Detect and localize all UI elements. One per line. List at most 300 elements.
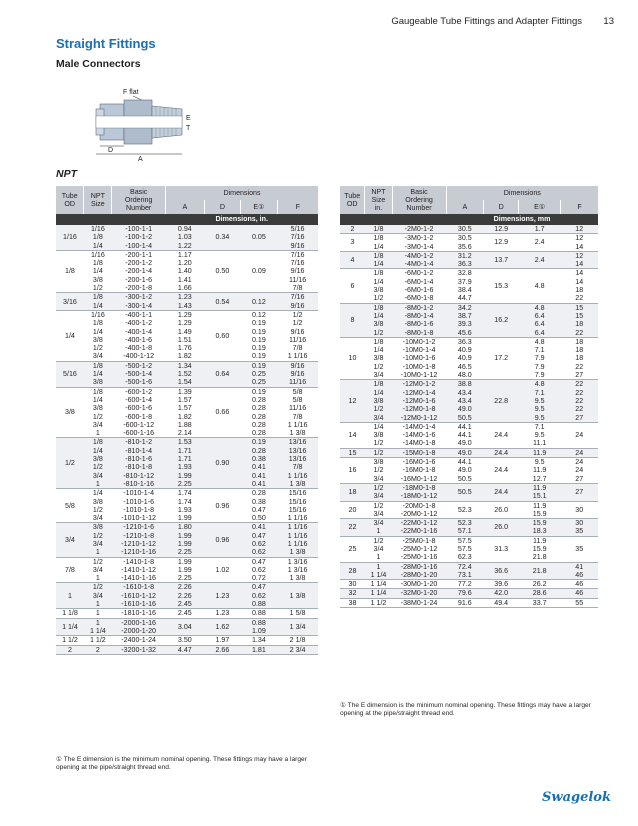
- cell-line: -400-1-2: [125, 319, 153, 328]
- cell-line: 13.7: [494, 256, 509, 265]
- cell-line: -600-1-4: [125, 395, 153, 404]
- cell-num: [112, 310, 166, 361]
- cell-line: 24: [575, 466, 584, 475]
- cell-a: [166, 609, 205, 618]
- cell-line: -300-1-2: [125, 293, 153, 302]
- cell-d: [204, 523, 241, 557]
- cell-line: 1/2: [373, 362, 384, 371]
- cell-e: [519, 536, 561, 562]
- cell-a: [446, 483, 483, 501]
- cell-d: [484, 380, 519, 422]
- cell-npt: [365, 580, 392, 589]
- cell-e: [241, 438, 278, 489]
- cell-line: 52.3: [457, 519, 472, 528]
- cell-line: 0.19: [251, 327, 266, 336]
- cell-line: 1/16: [90, 225, 105, 233]
- cell-num: [392, 448, 446, 457]
- cell-num: [392, 598, 446, 607]
- cell-line: 1 1/16: [287, 514, 308, 523]
- cell-line: -600-1-6: [125, 404, 153, 413]
- cell-a: [446, 269, 483, 303]
- cell-line: -200-1-6: [125, 275, 153, 284]
- cell-line: 41: [575, 562, 584, 571]
- cell-line: 27: [575, 413, 584, 422]
- cell-e: [241, 636, 278, 645]
- footnote-inch: ① The E dimension is the minimum nominal opening. These fittings may have a larger opening at the pipe/straight thread end.: [56, 756, 307, 772]
- cell-line: 48.0: [457, 371, 472, 380]
- cell-line: 1/8: [373, 251, 384, 260]
- cell-npt: [365, 519, 392, 537]
- cell-tube: 1/4: [56, 310, 84, 361]
- cell-line: 40.9: [457, 354, 472, 363]
- cell-line: 11.1: [533, 439, 547, 448]
- cell-line: -400-1-12: [123, 352, 155, 361]
- cell-line: 1.34: [177, 361, 192, 370]
- table-row: [340, 458, 598, 484]
- cell-line: 45.6: [457, 328, 472, 337]
- cell-line: 7/8: [292, 463, 303, 472]
- table-row: [340, 422, 598, 448]
- cell-line: 1/8: [92, 361, 103, 370]
- cell-line: 1/8: [92, 259, 103, 268]
- cell-a: [166, 618, 205, 636]
- cell-line: 27: [575, 371, 584, 380]
- cell-line: 0.90: [215, 459, 230, 468]
- cell-line: 1.34: [251, 636, 266, 645]
- cell-line: -1010-1-12: [121, 514, 157, 523]
- table-row: [340, 251, 598, 269]
- table-row: [340, 380, 598, 422]
- cell-line: 46: [575, 589, 584, 598]
- table-row: [340, 589, 598, 598]
- table-row: [56, 387, 318, 438]
- cell-d: [204, 618, 241, 636]
- cell-line: 22: [575, 396, 584, 405]
- cell-e: [241, 361, 278, 387]
- cell-line: 1/4: [92, 267, 103, 276]
- cell-npt: [84, 438, 112, 489]
- cell-num: [392, 422, 446, 448]
- cell-line: 2.25: [177, 548, 192, 557]
- cell-line: 0.19: [251, 438, 266, 447]
- cell-line: -600-1-16: [123, 429, 155, 438]
- cell-line: 1/4: [92, 301, 103, 310]
- cell-npt: [84, 225, 112, 250]
- cell-a: [446, 589, 483, 598]
- cell-line: 2 1/8: [289, 636, 306, 645]
- cell-line: 15/16: [288, 497, 307, 506]
- cell-num: [392, 269, 446, 303]
- table-row: [56, 609, 318, 618]
- cell-a: [166, 438, 205, 489]
- cell-d: [204, 225, 241, 250]
- cell-tube: 14: [340, 422, 365, 448]
- cell-d: [204, 609, 241, 618]
- cell-line: 1/2: [92, 284, 103, 293]
- cell-line: 6.4: [534, 328, 545, 337]
- cell-line: 38.7: [457, 311, 472, 320]
- cell-line: 6.4: [534, 320, 545, 329]
- cell-line: 0.19: [251, 335, 266, 344]
- cell-line: 1/8: [373, 269, 384, 278]
- cell-line: 44.1: [457, 422, 472, 431]
- cell-a: [446, 519, 483, 537]
- cell-line: 36.6: [494, 566, 509, 575]
- cell-line: 49.0: [457, 439, 472, 448]
- cell-line: -16M0-1-12: [400, 474, 438, 483]
- cell-line: -20M0-1-8: [402, 501, 436, 510]
- cell-line: 9/16: [290, 241, 305, 250]
- cell-line: 1/8: [92, 293, 103, 302]
- cell-line: -12M0-1-2: [402, 380, 436, 389]
- cell-f: [277, 489, 318, 523]
- cell-d: [484, 501, 519, 519]
- cell-line: 39.3: [457, 320, 472, 329]
- cell-e: [519, 483, 561, 501]
- cell-line: 1 1/4: [370, 589, 387, 598]
- cell-d: [484, 225, 519, 234]
- col-tube-od: Tube OD: [340, 186, 365, 214]
- cell-line: 11/16: [288, 275, 307, 284]
- table-row: [56, 618, 318, 636]
- cell-line: -4M0-1-4: [404, 260, 434, 269]
- cell-npt: [365, 269, 392, 303]
- cell-npt: [365, 483, 392, 501]
- cell-line: 9/16: [290, 370, 305, 379]
- cell-num: [112, 583, 166, 609]
- cell-line: 0.28: [251, 489, 266, 498]
- cell-a: [446, 422, 483, 448]
- cell-line: 1 3/8: [289, 548, 306, 557]
- cell-line: 46.5: [457, 362, 472, 371]
- cell-line: -12M0-1-4: [402, 388, 436, 397]
- cell-line: 1 3/16: [287, 557, 308, 566]
- cell-line: 1.93: [177, 463, 192, 472]
- cell-tube: 32: [340, 589, 365, 598]
- cell-line: 2.25: [177, 479, 192, 488]
- cell-line: 15.3: [494, 281, 509, 290]
- cell-line: -200-1-8: [125, 284, 153, 293]
- cell-d: [204, 438, 241, 489]
- flat-label: F flat: [123, 89, 139, 96]
- cell-e: [519, 422, 561, 448]
- cell-line: 49.0: [457, 405, 472, 414]
- cell-line: -200-1-4: [125, 267, 153, 276]
- cell-line: -28M0-1-16: [400, 562, 438, 571]
- cell-line: -16M0-1-8: [402, 466, 436, 475]
- cell-line: 1/4: [373, 242, 384, 251]
- table-row: [340, 225, 598, 234]
- cell-npt: [365, 501, 392, 519]
- cell-line: 1: [376, 553, 381, 562]
- cell-line: 1 3/8: [289, 574, 306, 583]
- cell-line: 0.28: [251, 395, 266, 404]
- cell-line: 1: [95, 618, 100, 627]
- cell-num: [392, 536, 446, 562]
- cell-line: -600-1-12: [123, 420, 155, 429]
- cell-line: 1/2: [292, 310, 303, 319]
- cell-line: 24: [575, 431, 584, 440]
- cell-line: 3/4: [92, 514, 103, 523]
- cell-line: 1/4: [373, 388, 384, 397]
- cell-tube: 3/16: [56, 293, 84, 311]
- cell-npt: [84, 645, 112, 654]
- cell-line: 2.4: [534, 256, 545, 265]
- cell-line: 79.6: [457, 589, 472, 598]
- cell-line: -6M0-1-2: [404, 269, 434, 278]
- cell-line: 49.0: [457, 466, 472, 475]
- cell-line: 0.12: [251, 297, 266, 306]
- cell-line: -1210-1-16: [121, 548, 157, 557]
- cell-line: 0.41: [251, 479, 266, 488]
- cell-f: [561, 337, 599, 379]
- cell-line: 3/4: [92, 565, 103, 574]
- cell-line: 1/8: [373, 234, 384, 243]
- cell-line: 55: [575, 598, 584, 607]
- cell-line: 22: [575, 388, 584, 397]
- cell-line: 1: [95, 548, 100, 557]
- cell-line: 2.14: [177, 429, 192, 438]
- cell-line: 15.9: [532, 544, 547, 553]
- cell-e: [241, 645, 278, 654]
- cell-line: 1/2: [373, 405, 384, 414]
- cell-line: 0.09: [251, 267, 266, 276]
- cell-npt: [84, 310, 112, 361]
- cell-f: [561, 580, 599, 589]
- cell-e: [519, 589, 561, 598]
- cell-line: 9/16: [290, 301, 305, 310]
- cell-line: 1: [95, 609, 100, 618]
- cell-line: -1210-1-8: [123, 531, 155, 540]
- cell-num: [392, 225, 446, 234]
- table-row: [340, 519, 598, 537]
- cell-line: 62.3: [457, 553, 472, 562]
- cell-line: 15.9: [532, 509, 547, 518]
- cell-e: [519, 234, 561, 252]
- cell-f: [277, 618, 318, 636]
- cell-d: [204, 250, 241, 292]
- cell-line: -12M0-1-6: [402, 396, 436, 405]
- cell-line: 12: [575, 234, 584, 243]
- cell-num: [112, 523, 166, 557]
- cell-line: 0.19: [251, 387, 266, 396]
- cell-line: 44.7: [457, 294, 472, 303]
- cell-e: [519, 458, 561, 484]
- cell-line: 1 1/16: [287, 352, 308, 361]
- cell-a: [446, 337, 483, 379]
- cell-a: [166, 645, 205, 654]
- cell-npt: [84, 250, 112, 292]
- cell-line: 14: [575, 260, 584, 269]
- cell-line: 9/16: [290, 327, 305, 336]
- col-basic-ordering-number: Basic Ordering Number: [112, 186, 166, 214]
- cell-line: -1410-1-8: [123, 557, 155, 566]
- cell-line: 9.5: [534, 396, 545, 405]
- cell-line: -15M0-1-8: [402, 448, 436, 457]
- cell-line: -400-1-6: [125, 335, 153, 344]
- cell-npt: [365, 598, 392, 607]
- cell-line: 3/8: [373, 458, 384, 467]
- cell-tube: 10: [340, 337, 365, 379]
- cell-line: 43.4: [457, 396, 472, 405]
- cell-tube: 38: [340, 598, 365, 607]
- cell-d: [204, 645, 241, 654]
- cell-line: -6M0-1-8: [404, 294, 434, 303]
- cell-line: -500-1-6: [125, 378, 153, 387]
- cell-line: -8M0-1-8: [404, 328, 434, 337]
- cell-line: 9.5: [534, 413, 545, 422]
- cell-line: 1.52: [177, 370, 192, 379]
- cell-f: [277, 583, 318, 609]
- cell-line: 1/4: [92, 489, 103, 498]
- cell-line: 15: [575, 311, 584, 320]
- cell-num: [112, 618, 166, 636]
- cell-line: 1 1/16: [287, 471, 308, 480]
- cell-f: [277, 387, 318, 438]
- cell-line: 91.6: [457, 598, 472, 607]
- cell-line: 7/16: [290, 293, 305, 302]
- cell-line: 0.64: [215, 370, 230, 379]
- cell-line: 18: [575, 354, 584, 363]
- table-row: [340, 269, 598, 303]
- cell-line: -1010-1-4: [123, 489, 155, 498]
- cell-line: 1/2: [92, 344, 103, 353]
- cell-line: 1.99: [177, 565, 192, 574]
- cell-e: [241, 293, 278, 311]
- cell-line: 1/8: [373, 337, 384, 346]
- cell-line: 11.9: [533, 536, 547, 545]
- cell-line: -3200-1-32: [121, 645, 157, 654]
- cell-line: 1.66: [177, 284, 192, 293]
- cell-line: 26.0: [494, 523, 509, 532]
- cell-f: [561, 269, 599, 303]
- cell-line: -10M0-1-4: [402, 346, 436, 355]
- cell-line: 0.38: [251, 497, 266, 506]
- cell-line: 11/16: [288, 335, 307, 344]
- cell-num: [392, 303, 446, 337]
- cell-line: -8M0-1-6: [404, 320, 434, 329]
- cell-line: 42.0: [494, 589, 509, 598]
- cell-line: -1410-1-16: [121, 574, 157, 583]
- cell-tube: 1/8: [56, 250, 84, 292]
- cell-line: 3/4: [373, 413, 384, 422]
- cell-f: [561, 598, 599, 607]
- cell-line: 3/8: [92, 275, 103, 284]
- cell-line: 28.6: [532, 589, 547, 598]
- cell-line: 24: [575, 448, 584, 457]
- cell-line: 1.80: [177, 523, 192, 532]
- cell-line: -1810-1-16: [121, 609, 157, 618]
- col-npt-size: NPT Size: [84, 186, 112, 214]
- cell-line: 1.49: [177, 327, 192, 336]
- cell-line: 3.50: [177, 636, 192, 645]
- cell-e: [241, 557, 278, 583]
- mm-dimensions-table: [340, 186, 598, 608]
- cell-e: [519, 303, 561, 337]
- cell-num: [112, 387, 166, 438]
- cell-a: [446, 234, 483, 252]
- cell-line: 0.25: [251, 370, 266, 379]
- cell-d: [484, 580, 519, 589]
- table-row: [56, 557, 318, 583]
- cell-line: 1.23: [177, 293, 192, 302]
- cell-line: 1/4: [373, 277, 384, 286]
- cell-line: 1/4: [92, 446, 103, 455]
- cell-line: 0.28: [251, 404, 266, 413]
- cell-line: 43.4: [457, 388, 472, 397]
- cell-line: 3/8: [373, 431, 384, 440]
- cell-a: [446, 458, 483, 484]
- cell-num: [392, 458, 446, 484]
- cell-line: 32.8: [457, 269, 472, 278]
- cell-line: 3/8: [373, 354, 384, 363]
- cell-line: 1/16: [90, 310, 105, 319]
- cell-tube: 4: [340, 251, 365, 269]
- swagelok-logo: Swagelok: [542, 790, 611, 805]
- cell-a: [446, 303, 483, 337]
- col-npt-size: NPT Size in.: [365, 186, 392, 214]
- cell-line: -8M0-1-4: [404, 311, 434, 320]
- cell-line: -810-1-4: [125, 446, 153, 455]
- male-connector-diagram: [86, 82, 216, 162]
- cell-line: 1/4: [373, 311, 384, 320]
- cell-line: 1/4: [373, 422, 384, 431]
- cell-tube: 16: [340, 458, 365, 484]
- cell-line: 12.7: [532, 474, 547, 483]
- cell-line: 0.28: [251, 420, 266, 429]
- cell-line: 21.8: [532, 566, 547, 575]
- cell-line: 1.99: [177, 539, 192, 548]
- cell-line: 7/16: [290, 259, 305, 268]
- cell-line: -600-1-8: [125, 412, 153, 421]
- cell-line: 1.74: [177, 489, 192, 498]
- cell-line: -1410-1-12: [121, 565, 157, 574]
- cell-line: 1 3/8: [289, 429, 306, 438]
- cell-line: -1210-1-6: [123, 523, 155, 532]
- cell-line: 1: [95, 479, 100, 488]
- cell-line: 30: [575, 519, 584, 528]
- cell-f: [561, 251, 599, 269]
- cell-line: 57.5: [457, 544, 472, 553]
- cell-line: 1.20: [177, 259, 192, 268]
- cell-line: 1.97: [215, 636, 230, 645]
- cell-num: [392, 380, 446, 422]
- cell-d: [204, 310, 241, 361]
- dimensions-header: Dimensions: [166, 186, 319, 200]
- cell-line: 0.41: [251, 471, 266, 480]
- cell-line: 0.96: [215, 501, 230, 510]
- cell-line: 15/16: [288, 505, 307, 514]
- cell-a: [166, 361, 205, 387]
- cell-tube: 1 1/2: [56, 636, 84, 645]
- cell-e: [241, 310, 278, 361]
- cell-e: [241, 609, 278, 618]
- dimensions-header: Dimensions: [446, 186, 598, 200]
- table-row: [340, 337, 598, 379]
- cell-line: 12: [575, 225, 584, 233]
- col-f: F: [277, 200, 318, 214]
- cell-line: 0.54: [215, 297, 230, 306]
- cell-line: 0.19: [251, 352, 266, 361]
- cell-line: 4.47: [177, 645, 192, 654]
- cell-line: 9.5: [534, 405, 545, 414]
- cell-line: -1010-1-6: [123, 497, 155, 506]
- cell-line: 1: [376, 527, 381, 536]
- cell-f: [277, 636, 318, 645]
- cell-f: [561, 448, 599, 457]
- cell-tube: 3: [340, 234, 365, 252]
- cell-line: -18M0-1-8: [402, 483, 436, 492]
